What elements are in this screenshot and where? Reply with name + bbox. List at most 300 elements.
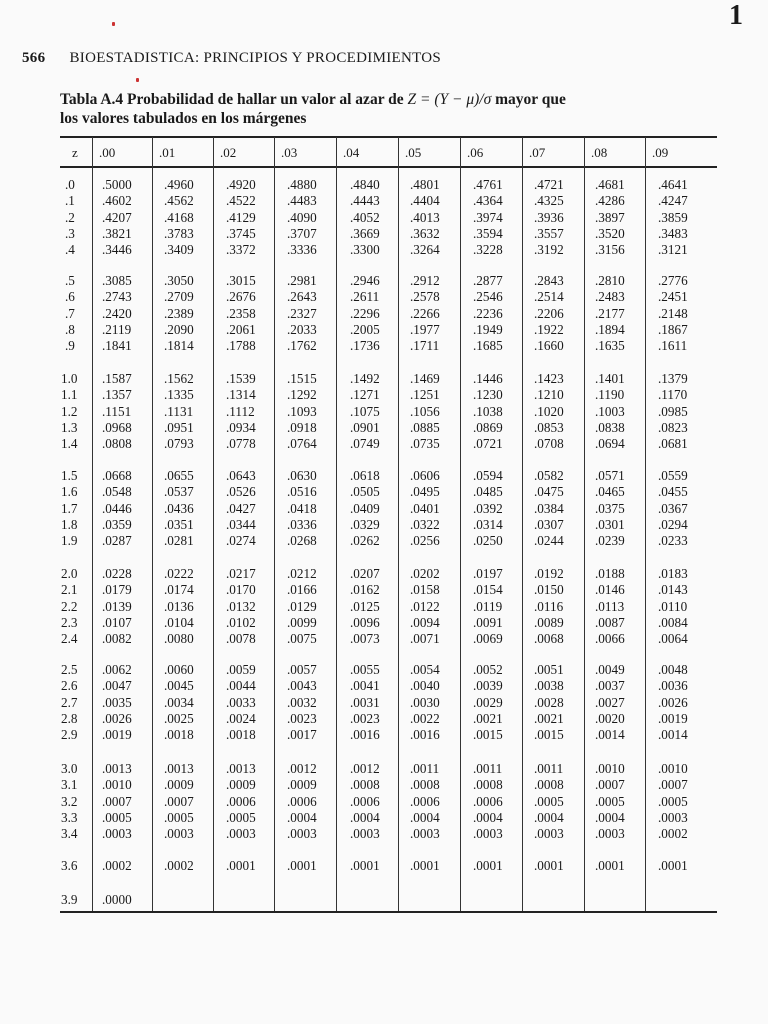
- probability-cell: .0375: [595, 501, 625, 516]
- probability-cell: .1335: [164, 387, 194, 402]
- probability-cell: .0465: [595, 484, 625, 499]
- probability-cell: .2177: [595, 306, 625, 321]
- probability-cell: .0001: [534, 858, 564, 873]
- probability-cell: .0708: [534, 436, 564, 451]
- probability-cell: .0022: [410, 711, 440, 726]
- running-title: BIOESTADISTICA: PRINCIPIOS Y PROCEDIMIENTOS: [69, 50, 442, 66]
- probability-cell: .1977: [410, 322, 440, 337]
- column-divider: [213, 137, 214, 911]
- probability-cell: .0017: [287, 727, 317, 742]
- probability-cell: .0003: [164, 826, 194, 841]
- column-header: .07: [529, 145, 546, 160]
- probability-cell: .0057: [287, 662, 317, 677]
- probability-cell: .0143: [658, 582, 688, 597]
- probability-cell: .3974: [473, 210, 503, 225]
- probability-cell: .0030: [410, 695, 440, 710]
- probability-cell: .2877: [473, 273, 503, 288]
- probability-cell: .0630: [287, 468, 317, 483]
- probability-cell: .2236: [473, 306, 503, 321]
- probability-cell: .0934: [226, 420, 256, 435]
- probability-cell: .0091: [473, 615, 503, 630]
- column-divider: [152, 137, 153, 911]
- z-value-label: 3.4: [61, 826, 78, 841]
- probability-cell: .0571: [595, 468, 625, 483]
- probability-cell: .0055: [350, 662, 380, 677]
- probability-cell: .3192: [534, 242, 564, 257]
- z-value-label: 1.3: [61, 420, 78, 435]
- probability-cell: .2358: [226, 306, 256, 321]
- probability-cell: .3121: [658, 242, 688, 257]
- probability-cell: .0001: [287, 858, 317, 873]
- probability-cell: .1190: [595, 387, 625, 402]
- probability-cell: .0119: [473, 599, 503, 614]
- probability-cell: .0764: [287, 436, 317, 451]
- probability-cell: .0087: [595, 615, 625, 630]
- probability-cell: .1685: [473, 338, 503, 353]
- probability-cell: .0006: [226, 794, 256, 809]
- probability-cell: .1038: [473, 404, 503, 419]
- probability-cell: .0071: [410, 631, 440, 646]
- probability-cell: .0885: [410, 420, 440, 435]
- probability-cell: .0002: [164, 858, 194, 873]
- probability-cell: .0096: [350, 615, 380, 630]
- probability-cell: .2981: [287, 273, 317, 288]
- probability-cell: .0039: [473, 678, 503, 693]
- z-value-label: 2.8: [61, 711, 78, 726]
- probability-cell: .0158: [410, 582, 440, 597]
- probability-cell: .0166: [287, 582, 317, 597]
- z-value-label: 1.5: [61, 468, 78, 483]
- probability-cell: .3372: [226, 242, 256, 257]
- probability-cell: .4602: [102, 193, 132, 208]
- probability-cell: .0012: [350, 761, 380, 776]
- probability-cell: .0010: [658, 761, 688, 776]
- probability-cell: .0154: [473, 582, 503, 597]
- z-value-label: 2.0: [61, 566, 78, 581]
- probability-cell: .0013: [164, 761, 194, 776]
- probability-cell: .0116: [534, 599, 564, 614]
- probability-cell: .1711: [410, 338, 440, 353]
- probability-cell: .0010: [102, 777, 132, 792]
- probability-cell: .0015: [534, 727, 564, 742]
- probability-cell: .0014: [658, 727, 688, 742]
- probability-cell: .4960: [164, 177, 194, 192]
- probability-cell: .0001: [658, 858, 688, 873]
- probability-cell: .0228: [102, 566, 132, 581]
- probability-cell: .0019: [102, 727, 132, 742]
- probability-cell: .0018: [164, 727, 194, 742]
- probability-cell: .1635: [595, 338, 625, 353]
- probability-cell: .4168: [164, 210, 194, 225]
- probability-cell: .0559: [658, 468, 688, 483]
- probability-cell: .0418: [287, 501, 317, 516]
- probability-cell: .0838: [595, 420, 625, 435]
- probability-cell: .0031: [350, 695, 380, 710]
- probability-cell: .0003: [410, 826, 440, 841]
- probability-cell: .0094: [410, 615, 440, 630]
- probability-cell: .1271: [350, 387, 380, 402]
- probability-cell: .1492: [350, 371, 380, 386]
- probability-cell: .3015: [226, 273, 256, 288]
- probability-cell: .0049: [595, 662, 625, 677]
- probability-cell: .1112: [226, 404, 255, 419]
- probability-cell: .1867: [658, 322, 688, 337]
- z-value-label: 2.9: [61, 727, 78, 742]
- probability-cell: .0401: [410, 501, 440, 516]
- probability-cell: .0016: [410, 727, 440, 742]
- probability-cell: .0003: [350, 826, 380, 841]
- probability-cell: .1788: [226, 338, 256, 353]
- probability-cell: .0007: [102, 794, 132, 809]
- probability-cell: .0239: [595, 533, 625, 548]
- table-title: [60, 90, 720, 128]
- probability-cell: .2483: [595, 289, 625, 304]
- probability-cell: .0668: [102, 468, 132, 483]
- probability-cell: .0721: [473, 436, 503, 451]
- table-title-formula: Z = (Y − μ)/σ: [407, 91, 492, 108]
- probability-cell: .3557: [534, 226, 564, 241]
- probability-cell: .0188: [595, 566, 625, 581]
- probability-cell: .3446: [102, 242, 132, 257]
- probability-cell: .3264: [410, 242, 440, 257]
- probability-cell: .0069: [473, 631, 503, 646]
- z-value-label: 1.8: [61, 517, 78, 532]
- probability-cell: .3156: [595, 242, 625, 257]
- probability-cell: .2148: [658, 306, 688, 321]
- column-header: .05: [405, 145, 422, 160]
- probability-cell: .0110: [658, 599, 688, 614]
- probability-cell: .0066: [595, 631, 625, 646]
- probability-cell: .0274: [226, 533, 256, 548]
- probability-cell: .0010: [595, 761, 625, 776]
- probability-cell: .0007: [164, 794, 194, 809]
- probability-cell: .0003: [287, 826, 317, 841]
- probability-cell: .0011: [473, 761, 503, 776]
- probability-cell: .0001: [410, 858, 440, 873]
- probability-cell: .0618: [350, 468, 380, 483]
- table-title-line2: los valores tabulados en los márgenes: [60, 110, 307, 127]
- probability-cell: .0233: [658, 533, 688, 548]
- z-value-label: 3.3: [61, 810, 78, 825]
- column-divider: [336, 137, 337, 911]
- probability-cell: .0485: [473, 484, 503, 499]
- probability-cell: .0009: [164, 777, 194, 792]
- probability-cell: .0968: [102, 420, 132, 435]
- probability-cell: .2743: [102, 289, 132, 304]
- probability-cell: .0036: [658, 678, 688, 693]
- probability-cell: .0005: [595, 794, 625, 809]
- probability-cell: .0113: [595, 599, 625, 614]
- probability-cell: .0455: [658, 484, 688, 499]
- probability-cell: .0005: [534, 794, 564, 809]
- probability-cell: .0015: [473, 727, 503, 742]
- column-divider: [92, 137, 93, 911]
- probability-cell: .0005: [658, 794, 688, 809]
- probability-cell: .3483: [658, 226, 688, 241]
- probability-cell: .0068: [534, 631, 564, 646]
- probability-cell: .0655: [164, 468, 194, 483]
- probability-cell: .0024: [226, 711, 256, 726]
- probability-cell: .0436: [164, 501, 194, 516]
- probability-cell: .0060: [164, 662, 194, 677]
- probability-cell: .0002: [102, 858, 132, 873]
- probability-cell: .0207: [350, 566, 380, 581]
- probability-cell: .0329: [350, 517, 380, 532]
- z-value-label: 3.6: [61, 858, 78, 873]
- probability-cell: .2843: [534, 273, 564, 288]
- z-value-label: .1: [65, 193, 75, 208]
- z-value-label: 1.1: [61, 387, 78, 402]
- probability-cell: .4013: [410, 210, 440, 225]
- column-header: .03: [281, 145, 298, 160]
- probability-cell: .0268: [287, 533, 317, 548]
- probability-cell: .0281: [164, 533, 194, 548]
- probability-cell: .1292: [287, 387, 317, 402]
- probability-cell: .0004: [287, 810, 317, 825]
- probability-cell: .0009: [287, 777, 317, 792]
- probability-cell: .0008: [534, 777, 564, 792]
- probability-cell: .3821: [102, 226, 132, 241]
- probability-cell: .1314: [226, 387, 256, 402]
- probability-cell: .0004: [534, 810, 564, 825]
- probability-cell: .2061: [226, 322, 256, 337]
- probability-cell: .4840: [350, 177, 380, 192]
- z-value-label: .4: [65, 242, 75, 257]
- probability-cell: .1736: [350, 338, 380, 353]
- probability-cell: .4325: [534, 193, 564, 208]
- z-value-label: .9: [65, 338, 75, 353]
- z-column-header: z: [72, 145, 78, 160]
- probability-cell: .2578: [410, 289, 440, 304]
- probability-cell: .0132: [226, 599, 256, 614]
- probability-cell: .0019: [658, 711, 688, 726]
- probability-cell: .0047: [102, 678, 132, 693]
- z-value-label: 1.6: [61, 484, 78, 499]
- probability-cell: .4562: [164, 193, 194, 208]
- probability-cell: .0075: [287, 631, 317, 646]
- probability-cell: .0043: [287, 678, 317, 693]
- probability-cell: .3520: [595, 226, 625, 241]
- probability-cell: .0594: [473, 468, 503, 483]
- probability-cell: .0013: [226, 761, 256, 776]
- probability-cell: .0021: [473, 711, 503, 726]
- probability-cell: .0002: [658, 826, 688, 841]
- probability-cell: .0006: [410, 794, 440, 809]
- probability-cell: .0005: [164, 810, 194, 825]
- table-header-rule: [60, 166, 717, 168]
- z-value-label: .3: [65, 226, 75, 241]
- probability-cell: .1894: [595, 322, 625, 337]
- probability-cell: .0250: [473, 533, 503, 548]
- z-value-label: .6: [65, 289, 75, 304]
- column-header: .04: [343, 145, 360, 160]
- probability-cell: .0045: [164, 678, 194, 693]
- probability-cell: .2546: [473, 289, 503, 304]
- probability-cell: .0027: [595, 695, 625, 710]
- probability-cell: .2810: [595, 273, 625, 288]
- column-divider: [522, 137, 523, 911]
- probability-cell: .1056: [410, 404, 440, 419]
- z-value-label: 1.2: [61, 404, 78, 419]
- probability-cell: .0409: [350, 501, 380, 516]
- probability-cell: .1469: [410, 371, 440, 386]
- probability-cell: .0044: [226, 678, 256, 693]
- corner-page-mark: 1: [729, 0, 743, 31]
- probability-cell: .1210: [534, 387, 564, 402]
- probability-cell: .0136: [164, 599, 194, 614]
- probability-cell: .0020: [595, 711, 625, 726]
- probability-cell: .0367: [658, 501, 688, 516]
- probability-cell: .0122: [410, 599, 440, 614]
- z-value-label: 2.3: [61, 615, 78, 630]
- probability-cell: .0125: [350, 599, 380, 614]
- probability-cell: .0003: [534, 826, 564, 841]
- probability-cell: .0080: [164, 631, 194, 646]
- probability-cell: .0294: [658, 517, 688, 532]
- probability-cell: .0073: [350, 631, 380, 646]
- probability-cell: .1762: [287, 338, 317, 353]
- probability-cell: .0107: [102, 615, 132, 630]
- probability-cell: .3050: [164, 273, 194, 288]
- probability-cell: .4364: [473, 193, 503, 208]
- probability-cell: .1949: [473, 322, 503, 337]
- probability-cell: .1562: [164, 371, 194, 386]
- probability-cell: .3228: [473, 242, 503, 257]
- probability-cell: .0048: [658, 662, 688, 677]
- probability-cell: .3936: [534, 210, 564, 225]
- probability-cell: .0174: [164, 582, 194, 597]
- table-bottom-rule: [60, 911, 717, 913]
- probability-cell: .0009: [226, 777, 256, 792]
- table-top-rule: [60, 136, 717, 138]
- probability-cell: .4920: [226, 177, 256, 192]
- probability-cell: .2266: [410, 306, 440, 321]
- probability-cell: .3085: [102, 273, 132, 288]
- probability-cell: .1922: [534, 322, 564, 337]
- probability-cell: .0023: [287, 711, 317, 726]
- probability-cell: .0307: [534, 517, 564, 532]
- probability-cell: .2033: [287, 322, 317, 337]
- probability-cell: .4522: [226, 193, 256, 208]
- z-value-label: 2.4: [61, 631, 78, 646]
- probability-cell: .0026: [658, 695, 688, 710]
- probability-cell: .2119: [102, 322, 132, 337]
- z-value-label: 1.4: [61, 436, 78, 451]
- z-value-label: 3.0: [61, 761, 78, 776]
- probability-cell: .4880: [287, 177, 317, 192]
- probability-cell: .0082: [102, 631, 132, 646]
- z-value-label: 2.6: [61, 678, 78, 693]
- probability-cell: .0301: [595, 517, 625, 532]
- probability-cell: .0008: [350, 777, 380, 792]
- probability-cell: .0516: [287, 484, 317, 499]
- column-header: .02: [220, 145, 237, 160]
- probability-cell: .1814: [164, 338, 194, 353]
- probability-cell: .0749: [350, 436, 380, 451]
- probability-cell: .0033: [226, 695, 256, 710]
- probability-cell: .0217: [226, 566, 256, 581]
- probability-cell: .0179: [102, 582, 132, 597]
- probability-cell: .0006: [473, 794, 503, 809]
- probability-cell: .3859: [658, 210, 688, 225]
- probability-cell: .3707: [287, 226, 317, 241]
- probability-cell: .0853: [534, 420, 564, 435]
- probability-cell: .4207: [102, 210, 132, 225]
- probability-cell: .1401: [595, 371, 625, 386]
- probability-cell: .1841: [102, 338, 132, 353]
- probability-cell: .0041: [350, 678, 380, 693]
- probability-cell: .0951: [164, 420, 194, 435]
- probability-cell: .0244: [534, 533, 564, 548]
- probability-cell: .3669: [350, 226, 380, 241]
- probability-cell: .2327: [287, 306, 317, 321]
- probability-cell: .0336: [287, 517, 317, 532]
- probability-cell: .2776: [658, 273, 688, 288]
- page-header: [22, 50, 441, 67]
- probability-cell: .0034: [164, 695, 194, 710]
- probability-cell: .2946: [350, 273, 380, 288]
- probability-cell: .0003: [473, 826, 503, 841]
- probability-cell: .3594: [473, 226, 503, 241]
- probability-cell: .1131: [164, 404, 194, 419]
- column-divider: [274, 137, 275, 911]
- probability-cell: .0735: [410, 436, 440, 451]
- probability-cell: .0314: [473, 517, 503, 532]
- probability-cell: .2676: [226, 289, 256, 304]
- probability-cell: .0170: [226, 582, 256, 597]
- probability-cell: .2912: [410, 273, 440, 288]
- probability-cell: .2420: [102, 306, 132, 321]
- probability-cell: .0003: [595, 826, 625, 841]
- probability-cell: .0146: [595, 582, 625, 597]
- probability-cell: .0495: [410, 484, 440, 499]
- probability-cell: .0051: [534, 662, 564, 677]
- probability-cell: .0287: [102, 533, 132, 548]
- z-value-label: 2.7: [61, 695, 78, 710]
- probability-cell: .0537: [164, 484, 194, 499]
- probability-cell: .3632: [410, 226, 440, 241]
- z-value-label: .0: [65, 177, 75, 192]
- probability-cell: .0918: [287, 420, 317, 435]
- probability-cell: .0778: [226, 436, 256, 451]
- probability-cell: .0104: [164, 615, 194, 630]
- column-divider: [645, 137, 646, 911]
- probability-cell: .0011: [410, 761, 440, 776]
- probability-cell: .4404: [410, 193, 440, 208]
- probability-cell: .0032: [287, 695, 317, 710]
- probability-cell: .0197: [473, 566, 503, 581]
- probability-cell: .0004: [410, 810, 440, 825]
- probability-cell: .0392: [473, 501, 503, 516]
- probability-cell: .0526: [226, 484, 256, 499]
- probability-cell: .1587: [102, 371, 132, 386]
- column-divider: [398, 137, 399, 911]
- probability-cell: .0901: [350, 420, 380, 435]
- probability-cell: .4443: [350, 193, 380, 208]
- probability-cell: .2643: [287, 289, 317, 304]
- probability-cell: .0099: [287, 615, 317, 630]
- probability-cell: .0582: [534, 468, 564, 483]
- probability-cell: .1539: [226, 371, 256, 386]
- probability-cell: .0606: [410, 468, 440, 483]
- probability-cell: .1003: [595, 404, 625, 419]
- probability-cell: .0001: [595, 858, 625, 873]
- probability-cell: .0793: [164, 436, 194, 451]
- probability-cell: .0064: [658, 631, 688, 646]
- probability-cell: .0192: [534, 566, 564, 581]
- z-value-label: 3.1: [61, 777, 78, 792]
- probability-cell: .0129: [287, 599, 317, 614]
